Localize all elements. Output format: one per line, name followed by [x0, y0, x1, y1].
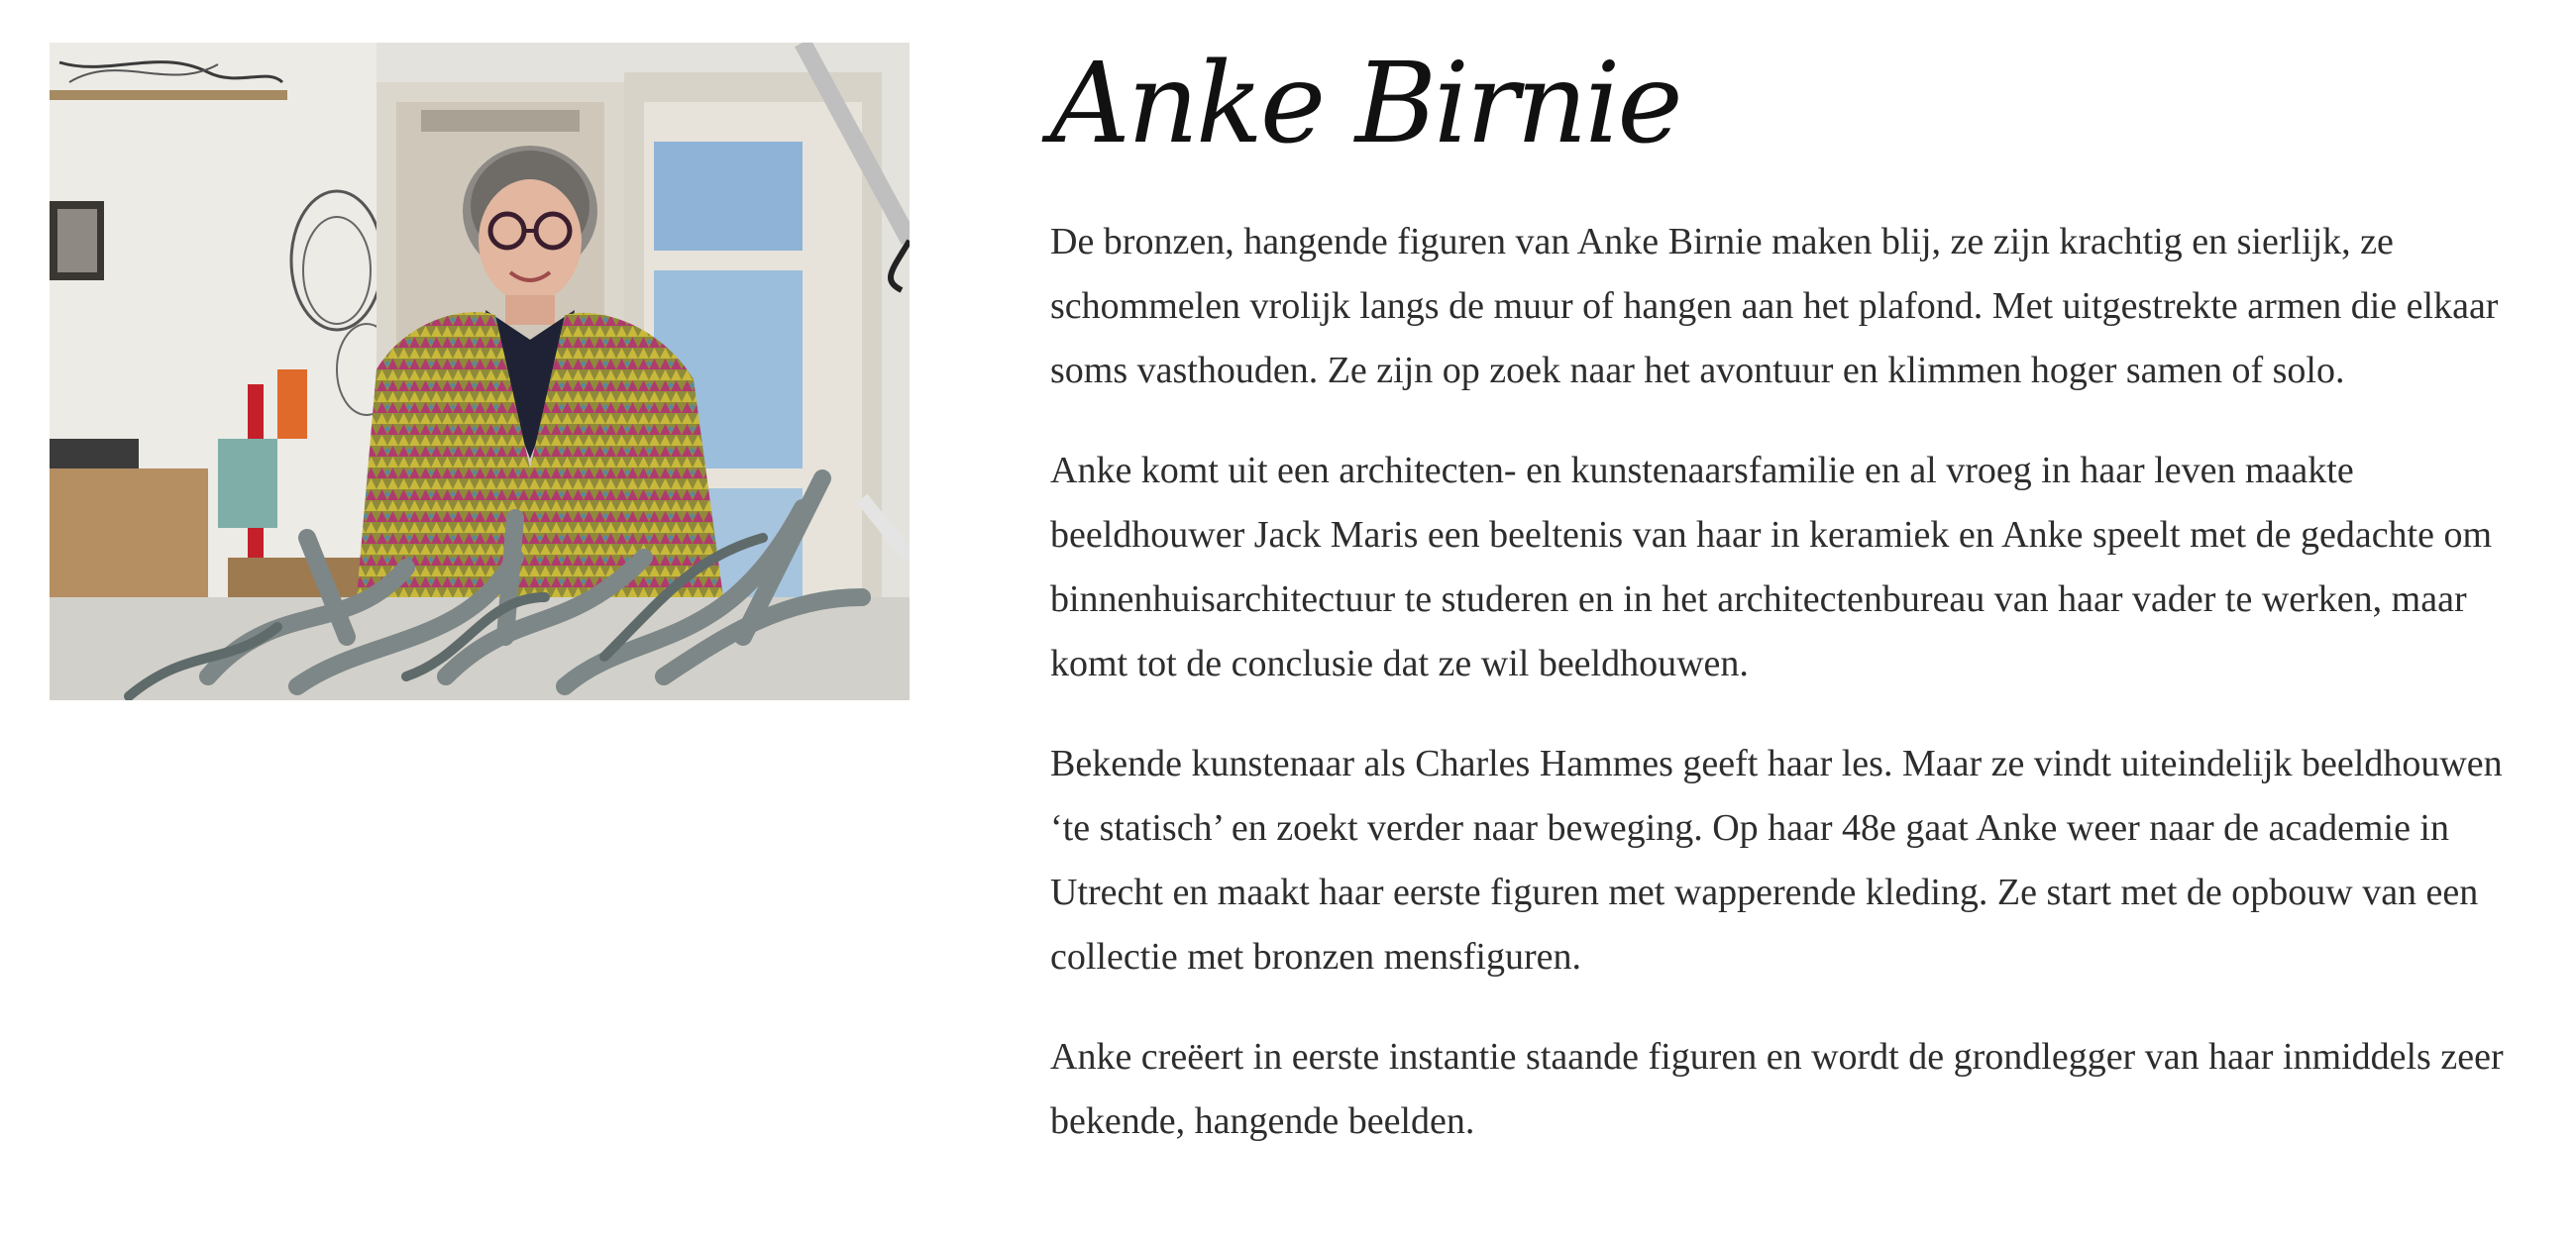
bio-paragraph: Bekende kunstenaar als Charles Hammes geeft haar les. Maar ze vindt uiteindelijk beeldhouwen ‘te statisch’ en zoekt verder naar beweging. Op haar 48e gaat Anke weer naar de academie in Utrecht en maakt haar eerste figuren met wapperende kleding. Ze start met de opbouw van een collectie met bronzen mensfiguren.: [1050, 743, 2503, 978]
artist-photo: [50, 43, 910, 700]
artist-name-heading: Anke Birnie: [1050, 40, 1680, 168]
bio-paragraph: Anke creëert in eerste instantie staande figuren en wordt de grondlegger van haar inmiddels zeer bekende, hangende beelden.: [1050, 1036, 2504, 1142]
artist-photo-illustration: [50, 43, 910, 700]
bio-paragraph: De bronzen, hangende figuren van Anke Birnie maken blij, ze zijn krachtig en sierlijk, ze schommelen vrolijk langs de muur of hangen aan het plafond. Met uitgestrekte armen die elkaar soms vasthouden. Ze zijn op zoek naar het avontuur en klimmen hoger samen of solo.: [1050, 221, 2499, 391]
bio-content: [1050, 40, 2517, 1154]
bio-paragraph: Anke komt uit een architecten- en kunstenaarsfamilie en al vroeg in haar leven maakte beeldhouwer Jack Maris een beeltenis van haar in keramiek en Anke speelt met de gedachte om binnenhuisarchitectuur te studeren en in het architectenbureau van haar vader te werken, maar komt tot de conclusie dat ze wil beeldhouwen.: [1050, 450, 2493, 684]
